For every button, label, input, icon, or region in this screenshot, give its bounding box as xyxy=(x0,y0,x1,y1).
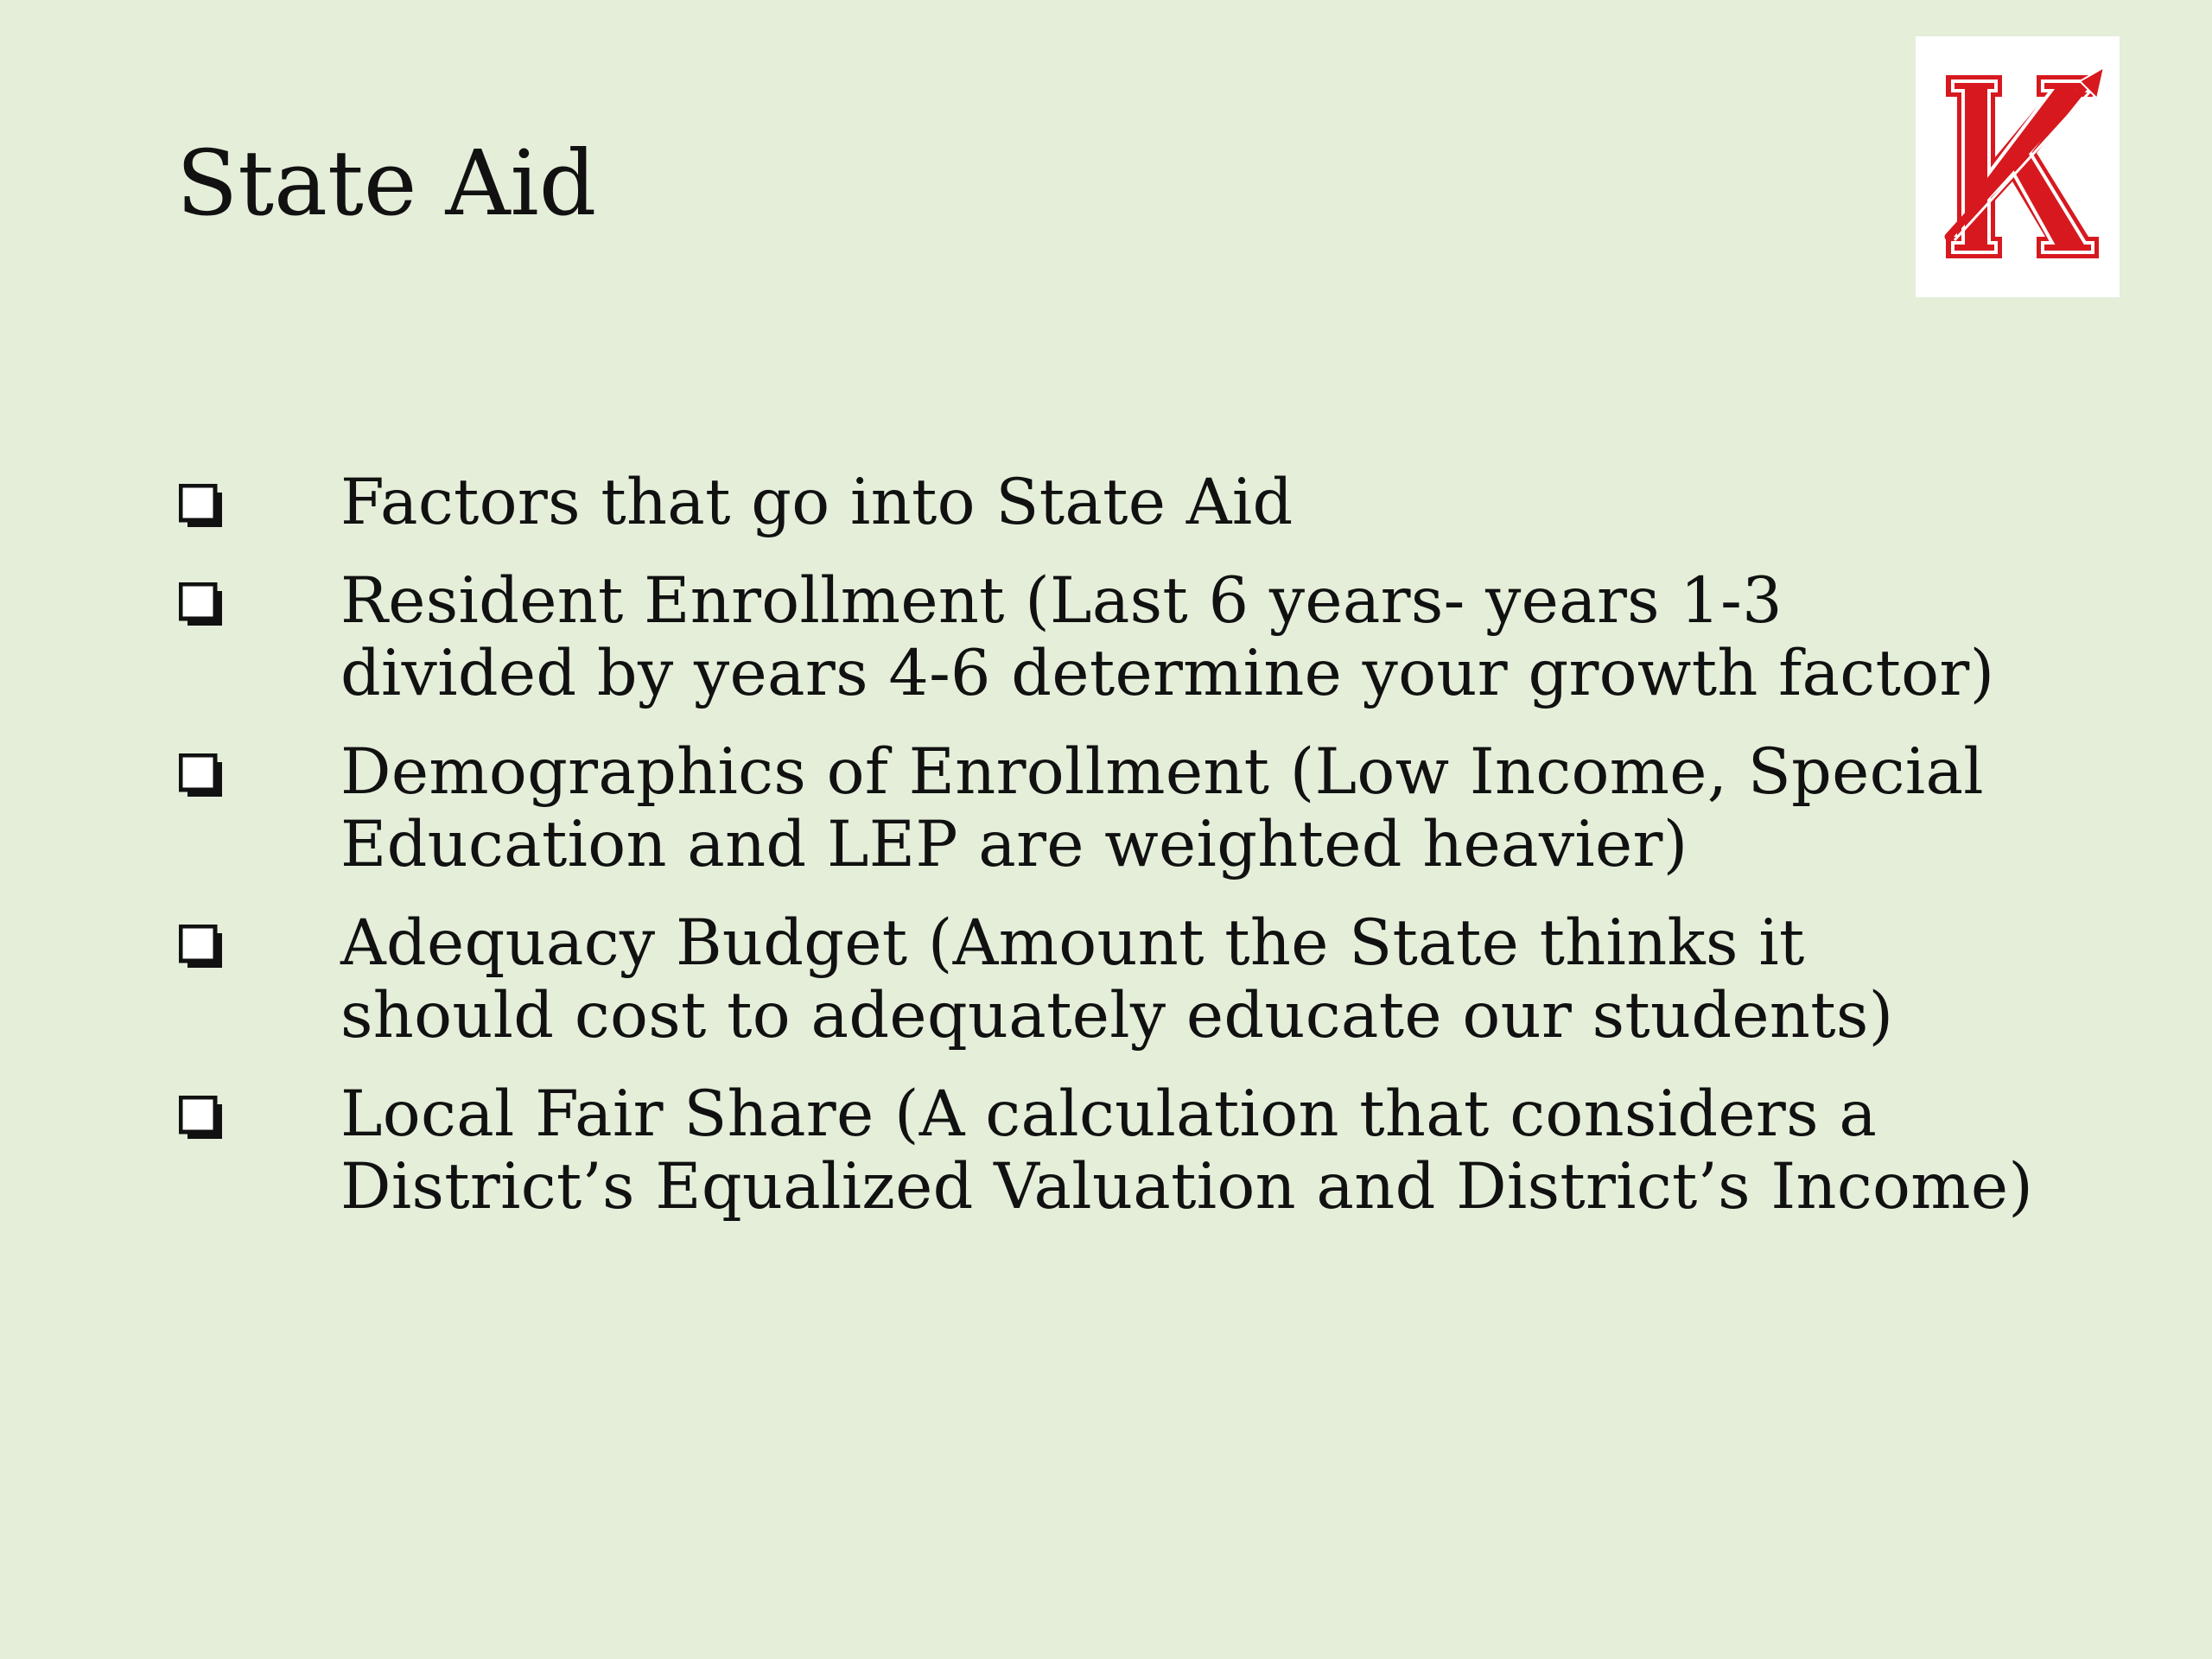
bullet-text: Factors that go into State Aid xyxy=(340,466,1294,539)
k-spear-logo-icon xyxy=(1916,36,2120,297)
bullet-list xyxy=(176,467,2034,1249)
checkbox-bullet-icon xyxy=(179,582,224,627)
bullet-item-3 xyxy=(176,736,2034,881)
checkbox-bullet-icon xyxy=(179,753,224,798)
bullet-item-2 xyxy=(176,565,2034,710)
slide-title: State Aid xyxy=(176,130,597,236)
bullet-text: Resident Enrollment (Last 6 years- years 1-3 divided by years 4-6 determine your growth factor) xyxy=(340,564,1995,710)
school-logo xyxy=(1916,36,2120,297)
checkbox-bullet-icon xyxy=(179,1096,224,1141)
bullet-item-5 xyxy=(176,1078,2034,1224)
bullet-text: Demographics of Enrollment (Low Income, Special Education and LEP are weighted heavier) xyxy=(340,735,1984,881)
checkbox-bullet-icon xyxy=(179,925,224,969)
bullet-text: Adequacy Budget (Amount the State thinks it should cost to adequately educate our students) xyxy=(340,906,1894,1052)
checkbox-bullet-icon xyxy=(179,484,224,529)
bullet-item-1 xyxy=(176,467,2034,539)
bullet-item-4 xyxy=(176,907,2034,1052)
bullet-text: Local Fair Share (A calculation that considers a District’s Equalized Valuation and District’s Income) xyxy=(340,1077,2034,1224)
